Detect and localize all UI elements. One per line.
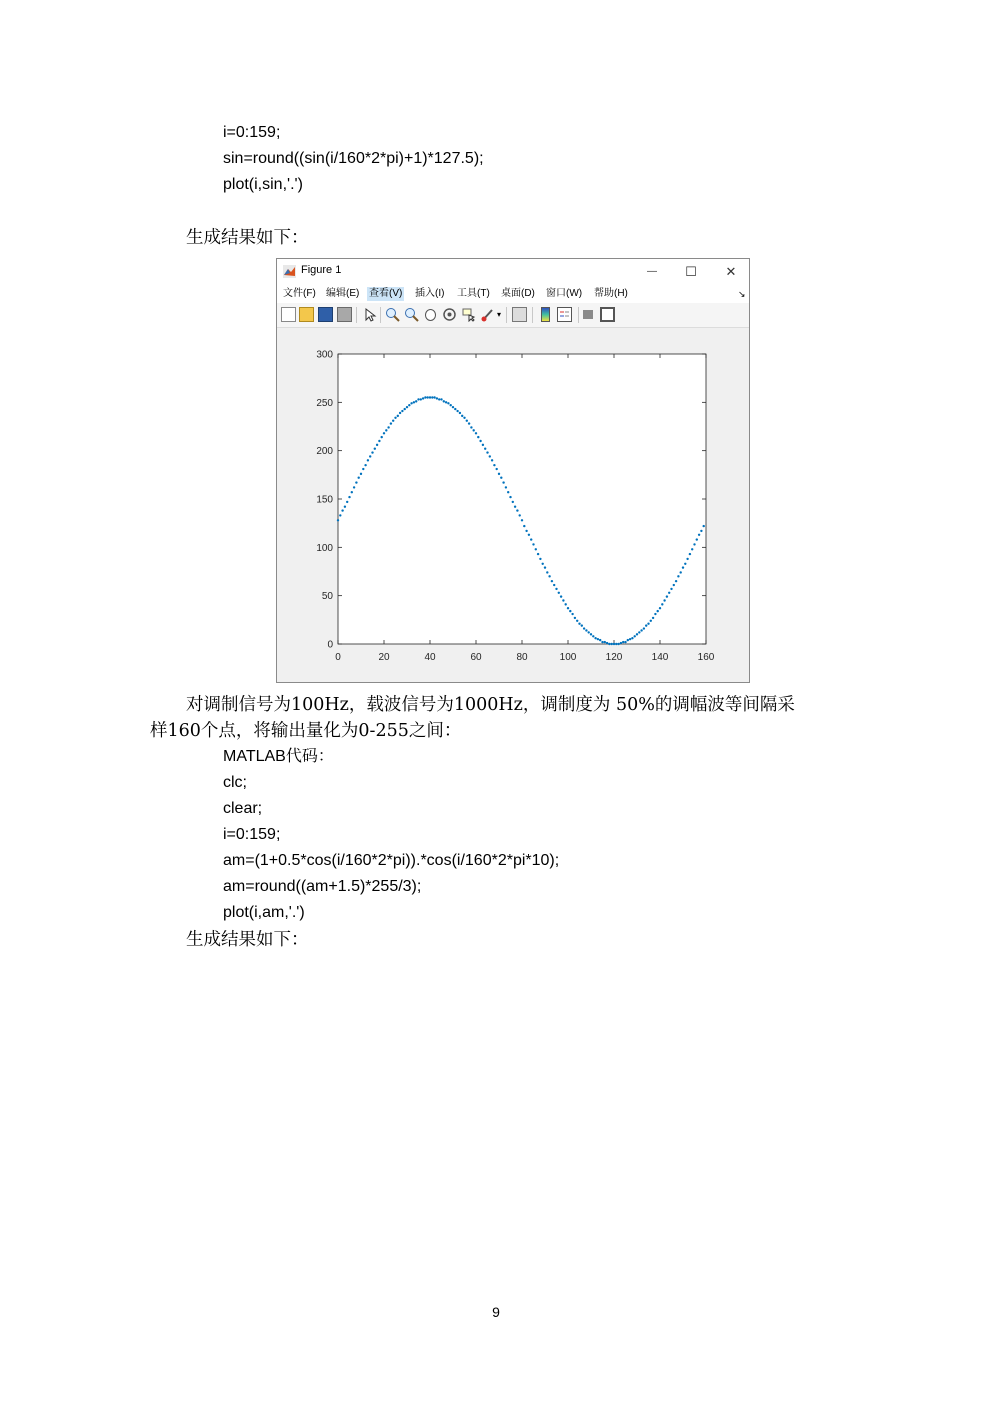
- data-point: [613, 643, 615, 645]
- page-number: 9: [492, 1304, 500, 1320]
- data-point: [583, 627, 585, 629]
- data-point: [645, 624, 647, 626]
- data-point: [558, 592, 560, 594]
- data-point: [358, 477, 360, 479]
- data-point: [654, 613, 656, 615]
- data-point: [677, 575, 679, 577]
- data-point: [562, 599, 564, 601]
- data-point: [638, 631, 640, 633]
- data-point: [663, 599, 665, 601]
- data-point: [376, 444, 378, 446]
- y-tick-label: 300: [316, 349, 333, 361]
- data-point: [498, 473, 500, 475]
- x-tick-label: 140: [651, 652, 669, 663]
- data-point: [484, 448, 486, 450]
- data-point: [620, 642, 622, 644]
- data-point: [650, 620, 652, 622]
- data-point: [516, 509, 518, 511]
- data-point: [438, 398, 440, 400]
- data-point: [427, 396, 429, 398]
- save-icon[interactable]: [318, 307, 333, 322]
- data-point: [528, 534, 530, 536]
- code-line: plot(i,sin,'.'): [223, 176, 303, 193]
- figure-toolbar: [277, 303, 749, 328]
- minimize-button[interactable]: —: [647, 266, 657, 277]
- data-point: [443, 400, 445, 402]
- data-point: [364, 464, 366, 466]
- data-point: [367, 459, 369, 461]
- brush-dropdown-icon[interactable]: ▾: [497, 310, 502, 319]
- data-point: [532, 543, 534, 545]
- data-point: [539, 558, 541, 560]
- data-point: [569, 610, 571, 612]
- data-point: [371, 451, 373, 453]
- data-point: [592, 635, 594, 637]
- data-point: [479, 440, 481, 442]
- data-point: [686, 558, 688, 560]
- data-point: [387, 426, 389, 428]
- data-point: [544, 566, 546, 568]
- y-tick-label: 0: [327, 639, 333, 651]
- data-point: [445, 401, 447, 403]
- sine-plot: [277, 328, 749, 683]
- result-label: 生成结果如下：: [186, 228, 309, 248]
- code-line: i=0:159;: [223, 826, 281, 843]
- data-point: [696, 538, 698, 540]
- toolbar-separator: [578, 307, 579, 323]
- plot-area: [338, 354, 706, 644]
- data-point: [337, 519, 339, 521]
- paragraph-line: 对调制信号为100Hz，载波信号为1000Hz，调制度为 50%的调幅波等间隔采: [186, 695, 795, 715]
- data-point: [684, 563, 686, 565]
- data-point: [606, 642, 608, 644]
- data-point: [378, 440, 380, 442]
- data-point: [537, 553, 539, 555]
- data-point: [670, 588, 672, 590]
- data-point: [693, 543, 695, 545]
- data-point: [463, 417, 465, 419]
- data-point: [659, 607, 661, 609]
- data-point: [599, 639, 601, 641]
- data-point: [512, 501, 514, 503]
- data-point: [668, 592, 670, 594]
- data-point: [440, 398, 442, 400]
- data-point: [594, 637, 596, 639]
- data-point: [385, 429, 387, 431]
- legend-icon[interactable]: [557, 307, 572, 322]
- toolbar-separator: [356, 307, 357, 323]
- data-point: [341, 509, 343, 511]
- data-point: [450, 404, 452, 406]
- data-point: [477, 436, 479, 438]
- data-point: [392, 420, 394, 422]
- data-point: [661, 603, 663, 605]
- data-point: [362, 468, 364, 470]
- data-point: [611, 643, 613, 645]
- code-line: am=(1+0.5*cos(i/160*2*pi)).*cos(i/160*2*pi*10);: [223, 852, 560, 869]
- data-point: [640, 629, 642, 631]
- data-point: [576, 620, 578, 622]
- data-point: [486, 451, 488, 453]
- code-line: sin=round((sin(i/160*2*pi)+1)*127.5);: [223, 150, 484, 167]
- data-point: [394, 417, 396, 419]
- figure-canvas: [277, 328, 749, 683]
- data-point: [433, 396, 435, 398]
- x-tick-label: 0: [335, 652, 341, 663]
- link-plot-icon[interactable]: [512, 307, 527, 322]
- data-point: [422, 397, 424, 399]
- figure-menubar: [277, 285, 749, 303]
- figure-window: [276, 258, 750, 683]
- toolbar-separator: [532, 307, 533, 323]
- zoom-in-icon[interactable]: [385, 307, 400, 322]
- pointer-icon[interactable]: [362, 307, 377, 322]
- x-tick-label: 100: [559, 652, 577, 663]
- data-point: [530, 538, 532, 540]
- data-point: [454, 408, 456, 410]
- data-point: [567, 607, 569, 609]
- data-point: [588, 631, 590, 633]
- data-point: [553, 584, 555, 586]
- data-point: [555, 588, 557, 590]
- x-tick-label: 120: [605, 652, 623, 663]
- data-point: [542, 563, 544, 565]
- data-point: [502, 481, 504, 483]
- x-tick-label: 80: [516, 652, 528, 663]
- data-point: [424, 396, 426, 398]
- data-point: [353, 486, 355, 488]
- figure-title: Figure 1: [301, 264, 342, 276]
- data-point: [571, 613, 573, 615]
- data-point: [689, 553, 691, 555]
- data-point: [390, 422, 392, 424]
- data-point: [429, 396, 431, 398]
- menu-desktop[interactable]: 桌面(D): [501, 288, 535, 299]
- menu-edit[interactable]: 编辑(E): [326, 288, 360, 299]
- zoom-out-icon[interactable]: [404, 307, 419, 322]
- data-point: [578, 623, 580, 625]
- data-point: [666, 595, 668, 597]
- menu-file[interactable]: 文件(F): [283, 288, 316, 299]
- menu-tools[interactable]: 工具(T): [457, 288, 490, 299]
- data-point: [627, 639, 629, 641]
- y-tick-label: 200: [316, 446, 333, 458]
- data-point: [601, 641, 603, 643]
- data-point: [604, 641, 606, 643]
- data-cursor-icon[interactable]: [461, 307, 476, 322]
- data-point: [420, 398, 422, 400]
- data-point: [521, 519, 523, 521]
- code-line: i=0:159;: [223, 124, 281, 141]
- y-tick-label: 100: [316, 542, 333, 554]
- data-point: [369, 455, 371, 457]
- data-point: [447, 402, 449, 404]
- data-point: [436, 397, 438, 399]
- data-point: [406, 406, 408, 408]
- toolbar-separator: [506, 307, 507, 323]
- toolbar-separator: [380, 307, 381, 323]
- print-icon[interactable]: [337, 307, 352, 322]
- data-point: [631, 637, 633, 639]
- data-point: [417, 398, 419, 400]
- data-point: [468, 422, 470, 424]
- data-point: [546, 571, 548, 573]
- data-point: [408, 404, 410, 406]
- data-point: [590, 633, 592, 635]
- data-point: [574, 617, 576, 619]
- open-folder-icon[interactable]: [299, 307, 314, 322]
- data-point: [482, 444, 484, 446]
- data-point: [461, 415, 463, 417]
- data-point: [475, 432, 477, 434]
- data-point: [525, 530, 527, 532]
- close-button[interactable]: ✕: [725, 264, 737, 279]
- maximize-button[interactable]: ☐: [685, 264, 697, 279]
- data-point: [397, 415, 399, 417]
- data-point: [493, 464, 495, 466]
- data-point: [585, 629, 587, 631]
- menu-help[interactable]: 帮助(H): [594, 288, 628, 299]
- menu-insert[interactable]: 插入(I): [415, 288, 445, 299]
- y-tick-label: 50: [321, 591, 333, 603]
- data-point: [507, 491, 509, 493]
- show-plot-tools-icon[interactable]: [600, 307, 615, 322]
- data-point: [489, 455, 491, 457]
- data-point: [698, 534, 700, 536]
- y-tick-label: 150: [316, 494, 333, 506]
- brush-icon[interactable]: [480, 307, 495, 322]
- data-point: [383, 432, 385, 434]
- data-point: [657, 610, 659, 612]
- y-tick-label: 250: [316, 397, 333, 409]
- rotate-3d-icon[interactable]: [442, 307, 457, 322]
- data-point: [339, 514, 341, 516]
- data-point: [374, 448, 376, 450]
- data-point: [703, 525, 705, 527]
- data-point: [496, 468, 498, 470]
- data-point: [466, 420, 468, 422]
- data-point: [452, 406, 454, 408]
- data-point: [523, 525, 525, 527]
- data-point: [431, 396, 433, 398]
- data-point: [680, 571, 682, 573]
- hide-plot-tools-icon[interactable]: [583, 310, 593, 319]
- x-tick-label: 40: [424, 652, 436, 663]
- data-point: [700, 530, 702, 532]
- data-point: [519, 514, 521, 516]
- new-file-icon[interactable]: [281, 307, 296, 322]
- data-point: [652, 617, 654, 619]
- data-point: [608, 643, 610, 645]
- code-line: plot(i,am,'.'): [223, 904, 305, 921]
- matlab-logo-icon: [283, 265, 296, 283]
- data-point: [673, 584, 675, 586]
- data-point: [624, 641, 626, 643]
- code-line: am=round((am+1.5)*255/3);: [223, 878, 422, 895]
- data-point: [634, 635, 636, 637]
- data-point: [351, 491, 353, 493]
- data-point: [348, 496, 350, 498]
- colorbar-icon[interactable]: [541, 307, 550, 322]
- x-tick-label: 60: [470, 652, 482, 663]
- result-label: 生成结果如下：: [186, 930, 309, 950]
- data-point: [565, 603, 567, 605]
- data-point: [459, 412, 461, 414]
- data-point: [548, 575, 550, 577]
- pan-hand-icon[interactable]: [423, 307, 438, 322]
- data-point: [346, 501, 348, 503]
- data-point: [617, 643, 619, 645]
- data-point: [682, 566, 684, 568]
- data-point: [500, 477, 502, 479]
- data-point: [410, 402, 412, 404]
- data-point: [629, 638, 631, 640]
- data-point: [560, 595, 562, 597]
- data-point: [505, 486, 507, 488]
- figure-titlebar: [277, 259, 749, 285]
- data-point: [509, 496, 511, 498]
- data-point: [413, 401, 415, 403]
- x-tick-label: 20: [378, 652, 390, 663]
- data-point: [535, 548, 537, 550]
- code-line: clc;: [223, 774, 247, 791]
- x-tick-label: 160: [697, 652, 715, 663]
- data-point: [491, 459, 493, 461]
- data-point: [404, 408, 406, 410]
- data-point: [622, 641, 624, 643]
- data-point: [401, 410, 403, 412]
- data-point: [381, 436, 383, 438]
- data-point: [514, 506, 516, 508]
- data-point: [691, 548, 693, 550]
- data-point: [473, 429, 475, 431]
- data-point: [344, 506, 346, 508]
- data-point: [470, 426, 472, 428]
- data-point: [581, 624, 583, 626]
- data-point: [597, 638, 599, 640]
- code-line: clear;: [223, 800, 263, 817]
- data-point: [456, 410, 458, 412]
- data-point: [636, 633, 638, 635]
- data-point: [647, 623, 649, 625]
- data-point: [643, 627, 645, 629]
- menu-window[interactable]: 窗口(W): [546, 288, 583, 299]
- data-point: [399, 412, 401, 414]
- paragraph-line: 样160个点，将输出量化为0-255之间：: [150, 721, 462, 741]
- dock-arrow-icon[interactable]: ↘: [738, 289, 746, 299]
- data-point: [360, 473, 362, 475]
- data-point: [675, 580, 677, 582]
- data-point: [615, 643, 617, 645]
- data-point: [415, 400, 417, 402]
- data-point: [355, 481, 357, 483]
- matlab-label: MATLAB代码：: [223, 748, 334, 765]
- menu-view[interactable]: 查看(V): [369, 288, 403, 299]
- data-point: [551, 580, 553, 582]
